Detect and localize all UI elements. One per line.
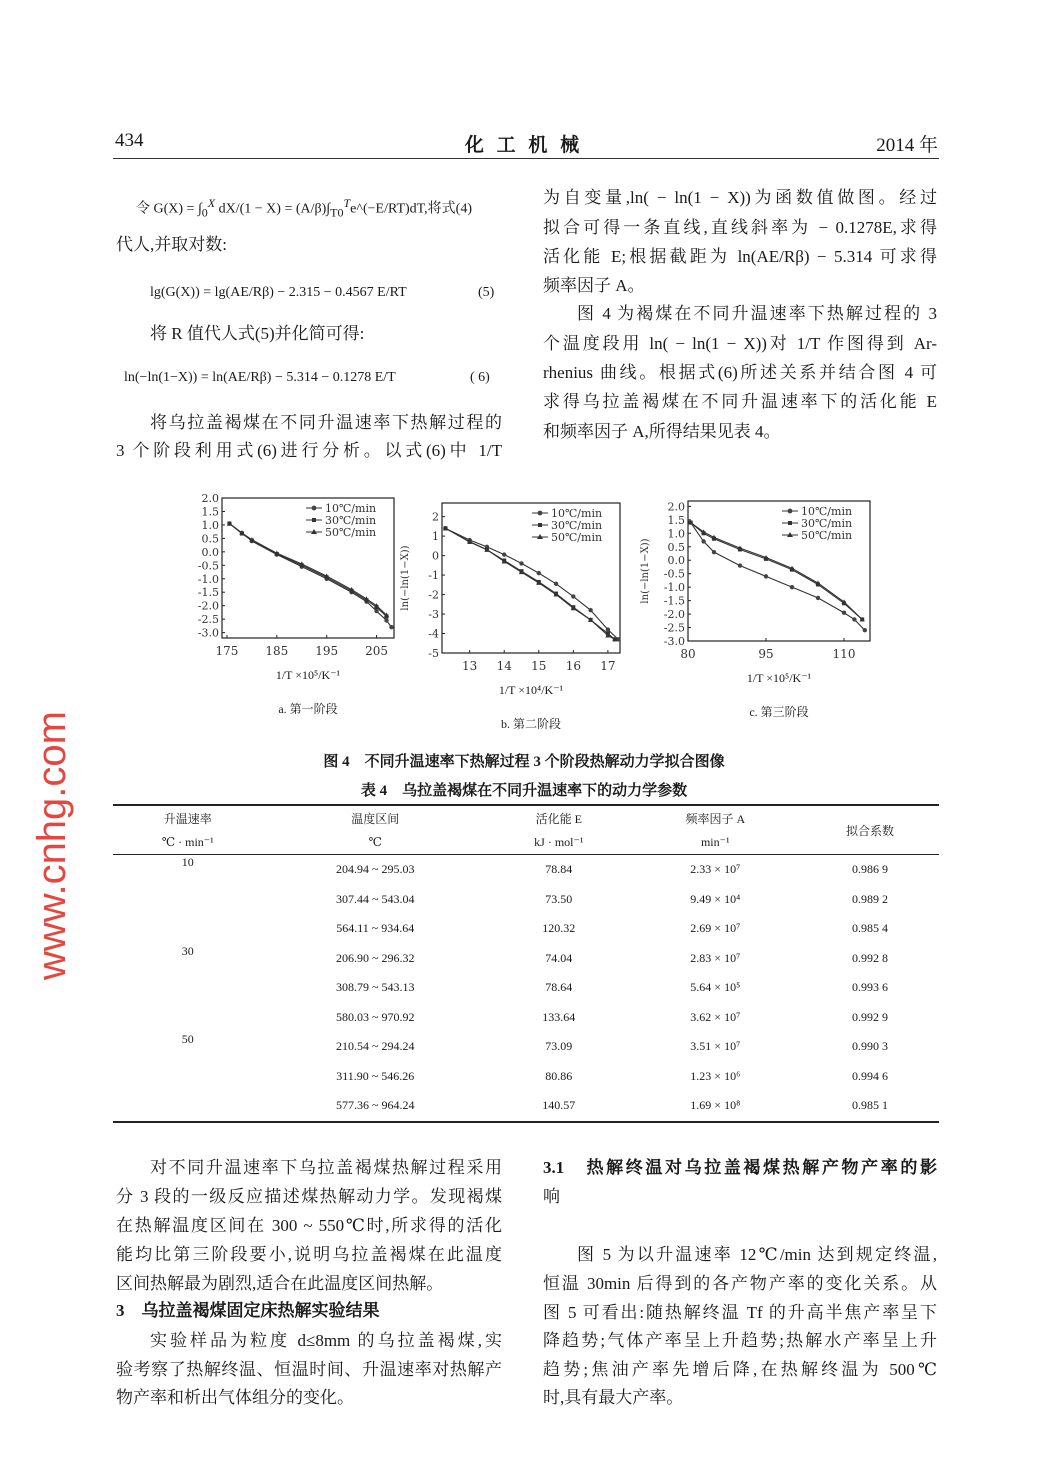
table-row xyxy=(113,914,939,944)
section-heading: 3 乌拉盖褐煤固定床热解实验结果 xyxy=(116,1301,380,1320)
x-tick-label: 80 xyxy=(680,647,696,661)
table-cell: 1.69 × 10⁸ xyxy=(690,1098,741,1113)
table-cell: 120.32 xyxy=(542,921,576,936)
table-cell: 133.64 xyxy=(542,1009,576,1024)
eq4-part: e^(−E/RT)dT,将式(4) xyxy=(350,201,473,217)
data-point xyxy=(606,627,610,631)
table-row xyxy=(113,944,939,974)
header-rule xyxy=(113,158,939,159)
data-point xyxy=(384,618,388,622)
x-axis-label: 1/T ×10⁵/K⁻¹ xyxy=(746,671,812,685)
table-cell: 2.33 × 10⁷ xyxy=(690,862,741,877)
watermark: www.cnhg.com xyxy=(30,711,74,980)
table-cell: 3.62 × 10⁷ xyxy=(690,1009,741,1024)
text-line: 图 5 为以升温速率 12℃/min 达到规定终温, xyxy=(577,1245,937,1264)
table-cell: 2.83 × 10⁷ xyxy=(690,950,741,965)
table-cell: 74.04 xyxy=(545,950,573,965)
y-tick-label: -3.0 xyxy=(197,626,219,640)
table-cell: 0.994 6 xyxy=(852,1068,888,1083)
data-point xyxy=(842,611,846,615)
table-cell: 0.992 9 xyxy=(852,1009,888,1024)
table-cell: 80.86 xyxy=(545,1068,573,1083)
y-tick-label: -2.5 xyxy=(663,621,685,635)
text-line: 求得乌拉盖褐煤在不同升温速率下的活化能 E xyxy=(543,392,937,411)
y-tick-label: -2.5 xyxy=(197,613,219,627)
data-point xyxy=(389,625,393,629)
y-tick-label: -1.5 xyxy=(197,586,219,600)
table-row xyxy=(113,1032,939,1062)
table-cell: 0.993 6 xyxy=(852,980,888,995)
legend-marker xyxy=(312,506,317,511)
text-line: 趋势;焦油产率先增后降,在热解终温为 500℃ xyxy=(543,1360,937,1379)
page-number: 434 xyxy=(115,130,144,151)
table-cell: 30 xyxy=(181,943,194,958)
text-line: 能均比第三阶段要小,说明乌拉盖褐煤在此温度 xyxy=(116,1245,502,1264)
table-cell: 308.79 ~ 543.13 xyxy=(336,980,415,995)
text-line: 分 3 段的一级反应描述煤热解动力学。发现褐煤 xyxy=(116,1187,502,1206)
x-tick-label: 185 xyxy=(265,644,289,658)
text-line: 和频率因子 A,所得结果见表 4。 xyxy=(543,422,781,441)
x-tick-label: 15 xyxy=(531,659,547,673)
subfigure-caption: c. 第三阶段 xyxy=(749,705,809,719)
subfigure-caption: b. 第二阶段 xyxy=(500,717,561,731)
data-point xyxy=(588,608,592,612)
x-tick-label: 17 xyxy=(600,659,616,673)
equation-6: ln(−ln(1−X)) = ln(AE/Rβ) − 5.314 − 0.1278 E/T xyxy=(124,370,396,385)
table-row xyxy=(113,1003,939,1033)
y-tick-label: -1.5 xyxy=(663,594,685,608)
table-cell xyxy=(113,1062,262,1092)
data-point xyxy=(537,571,541,575)
table-cell: 204.94 ~ 295.03 xyxy=(336,862,415,877)
table-row xyxy=(113,855,939,885)
legend-label: 30℃/min xyxy=(801,517,853,530)
y-tick-label: 1.0 xyxy=(201,518,219,532)
y-tick-label: 1 xyxy=(432,530,439,544)
section-heading: 3.1 热解终温对乌拉盖褐煤热解产物产率的影 xyxy=(543,1158,937,1177)
text-line: 实验样品为粒度 d≤8mm 的乌拉盖褐煤,实 xyxy=(150,1331,502,1350)
text-line: rhenius 曲线。根据式(6)所述关系并结合图 4 可 xyxy=(543,363,937,382)
column-header: min⁻¹ xyxy=(700,834,730,849)
legend-label: 10℃/min xyxy=(551,507,603,520)
kinetic-parameters-table xyxy=(113,804,939,1123)
legend-label: 50℃/min xyxy=(325,526,377,539)
text-line: 代人,并取对数: xyxy=(116,235,227,254)
text-line: 频率因子 A。 xyxy=(543,276,645,295)
text-line: 对不同升温速率下乌拉盖褐煤热解过程采用 xyxy=(150,1158,502,1177)
text-line: 物产率和析出气体组分的变化。 xyxy=(116,1388,354,1407)
x-tick-label: 195 xyxy=(315,644,339,658)
table-cell: 0.985 1 xyxy=(852,1098,888,1113)
table-cell: 5.64 × 10⁵ xyxy=(690,980,741,995)
text-line: 个温度段用 ln( − ln(1 − X))对 1/T 作图得到 Ar- xyxy=(543,334,937,353)
legend-marker xyxy=(788,509,793,514)
table-cell: 10 xyxy=(181,855,194,869)
text-line: 区间热解最为剧烈,适合在此温度区间热解。 xyxy=(116,1274,444,1293)
table-cell: 580.03 ~ 970.92 xyxy=(336,1009,415,1024)
text-line: 图 4 为褐煤在不同升温速率下热解过程的 3 xyxy=(577,304,937,323)
legend-label: 50℃/min xyxy=(801,529,853,542)
data-point xyxy=(554,582,558,586)
data-point xyxy=(863,628,867,632)
legend-label: 30℃/min xyxy=(551,519,603,532)
data-point xyxy=(712,550,716,554)
column-header: 活化能 E xyxy=(535,811,582,826)
y-tick-label: 2.0 xyxy=(667,500,685,514)
table-cell: 50 xyxy=(181,1032,194,1046)
data-point xyxy=(701,539,705,543)
legend-label: 50℃/min xyxy=(551,531,603,544)
series-line xyxy=(445,528,614,639)
y-tick-label: -1 xyxy=(428,569,439,583)
y-tick-label: -2.0 xyxy=(197,599,219,613)
table-cell: 206.90 ~ 296.32 xyxy=(336,950,415,965)
y-tick-label: 1.5 xyxy=(667,513,685,527)
table-cell: 3.51 × 10⁷ xyxy=(690,1039,741,1054)
y-tick-label: -2.0 xyxy=(663,608,685,622)
table-cell: 0.992 8 xyxy=(852,950,888,965)
series-line xyxy=(445,528,614,639)
x-tick-label: 13 xyxy=(462,659,478,673)
data-point xyxy=(816,596,820,600)
legend-label: 10℃/min xyxy=(325,502,377,515)
text-line: 活化能 E;根据截距为 ln(AE/Rβ) − 5.314 可求得 xyxy=(543,247,937,266)
legend-marker xyxy=(538,523,542,527)
y-tick-label: 1.0 xyxy=(667,527,685,541)
x-tick-label: 14 xyxy=(496,659,512,673)
eq4-part: dX/(1 − X) = (A/β)∫ xyxy=(218,201,331,217)
table-cell: 0.986 9 xyxy=(852,862,888,877)
subfigure-caption: a. 第一阶段 xyxy=(278,702,338,716)
table-title: 表 4 乌拉盖褐煤在不同升温速率下的动力学参数 xyxy=(360,783,688,799)
table-row xyxy=(113,973,939,1003)
data-point xyxy=(852,617,856,621)
table-cell xyxy=(113,973,262,1003)
table-row xyxy=(113,1062,939,1092)
column-header: kJ · mol⁻¹ xyxy=(534,834,584,849)
y-tick-label: -0.5 xyxy=(663,567,685,581)
table-cell xyxy=(113,914,262,944)
data-point xyxy=(502,552,506,556)
eq4-part: 令 G(X) = ∫ xyxy=(136,201,202,217)
series-line xyxy=(445,528,618,639)
column-header: 温度区间 xyxy=(351,811,400,826)
table-cell: 73.50 xyxy=(545,891,573,906)
table-row xyxy=(113,885,939,915)
table-cell: 78.84 xyxy=(545,862,573,877)
column-header: 拟合系数 xyxy=(845,823,894,838)
y-tick-label: 0 xyxy=(432,549,439,563)
text-line: 在热解温度区间在 300 ~ 550℃时,所求得的活化 xyxy=(116,1216,502,1235)
table-cell: 307.44 ~ 543.04 xyxy=(336,891,415,906)
x-axis-label: 1/T ×10⁴/K⁻¹ xyxy=(498,683,564,697)
chart-1 xyxy=(400,495,630,683)
text-line: 图 5 可看出:随热解终温 Tf 的升高半焦产率呈下 xyxy=(543,1303,937,1322)
table-cell: 1.23 × 10⁶ xyxy=(690,1068,741,1083)
text-line: 恒温 30min 后得到的各产物产率的变化关系。从 xyxy=(543,1274,937,1293)
table-cell: 577.36 ~ 964.24 xyxy=(336,1098,415,1113)
y-tick-label: 0.0 xyxy=(201,545,219,559)
legend-label: 10℃/min xyxy=(801,505,853,518)
x-tick-label: 110 xyxy=(832,647,856,661)
y-tick-label: 2 xyxy=(432,510,439,524)
chart-0 xyxy=(190,490,404,668)
text-line: 将乌拉盖褐煤在不同升温速率下热解过程的 xyxy=(150,413,502,432)
table-cell: 140.57 xyxy=(542,1098,576,1113)
table-cell: 73.09 xyxy=(545,1039,573,1054)
y-tick-label: -1.0 xyxy=(663,581,685,595)
table-cell: 9.49 × 10⁴ xyxy=(690,891,741,906)
equation-5: lg(G(X)) = lg(AE/Rβ) − 2.315 − 0.4567 E/RT xyxy=(150,285,407,300)
table-cell xyxy=(113,1003,262,1033)
y-axis-label: ln(−ln(1−X)) xyxy=(640,538,651,604)
column-header: ℃ xyxy=(368,834,382,849)
y-tick-label: -5 xyxy=(428,647,439,660)
chart-2 xyxy=(640,495,880,671)
figure-caption: 图 4 不同升温速率下热解过程 3 个阶段热解动力学拟合图像 xyxy=(323,754,725,770)
journal-name: 化 工 机 械 xyxy=(464,135,584,156)
text-line: 验考察了热解终温、恒温时间、升温速率对热解产 xyxy=(116,1360,502,1379)
y-tick-label: 1.5 xyxy=(201,505,219,519)
table-cell xyxy=(113,885,262,915)
table-cell: 564.11 ~ 934.64 xyxy=(336,921,415,936)
y-tick-label: 2.0 xyxy=(201,492,219,505)
x-tick-label: 95 xyxy=(758,647,774,661)
legend-label: 30℃/min xyxy=(325,514,377,527)
data-point xyxy=(738,563,742,567)
y-axis-label: ln(−ln(1−X)) xyxy=(400,545,411,611)
data-point xyxy=(571,594,575,598)
text-line: 时,具有最大产率。 xyxy=(543,1388,684,1407)
x-tick-label: 205 xyxy=(365,644,389,658)
y-tick-label: -2 xyxy=(428,588,439,602)
text-line: 为自变量,ln( − ln(1 − X))为函数值做图。经过 xyxy=(543,188,937,207)
table-cell: 311.90 ~ 546.26 xyxy=(336,1068,415,1083)
text-line: 响 xyxy=(543,1187,560,1206)
table-row xyxy=(113,1091,939,1122)
y-tick-label: 0.5 xyxy=(201,532,219,546)
equation-6-number: ( 6) xyxy=(470,370,490,385)
data-point xyxy=(374,609,378,613)
year: 2014 年 xyxy=(876,135,938,156)
y-tick-label: -0.5 xyxy=(197,559,219,573)
table-cell: 0.989 2 xyxy=(852,891,888,906)
text-line: 拟合可得一条直线,直线斜率为 − 0.1278E,求得 xyxy=(543,218,937,237)
table-cell: 2.69 × 10⁷ xyxy=(690,921,741,936)
legend-marker xyxy=(312,518,316,522)
y-tick-label: -3 xyxy=(428,608,439,622)
legend-marker xyxy=(788,521,792,525)
y-tick-label: -1.0 xyxy=(197,572,219,586)
text-line: 将 R 值代人式(5)并化简可得: xyxy=(150,324,365,343)
y-tick-label: -3.0 xyxy=(663,635,685,648)
equation-5-number: (5) xyxy=(478,285,495,300)
y-tick-label: 0.0 xyxy=(667,554,685,568)
equation-4: 令 $G(X) = \int_0^X$ $dX/(1 - X) = (A/\beta)\int_{T0}^Te\^{}(-E/RT)dT$,将式(4) xyxy=(136,196,473,220)
data-point xyxy=(519,561,523,565)
text-line: 3 个阶段利用式(6)进行分析。以式(6)中 1/T xyxy=(116,441,502,460)
legend-marker xyxy=(538,511,543,516)
x-tick-label: 175 xyxy=(215,644,239,658)
table-cell: 0.990 3 xyxy=(852,1039,888,1054)
data-point xyxy=(764,574,768,578)
data-point xyxy=(790,585,794,589)
text-line: 降趋势;气体产率呈上升趋势;热解水产率呈上升 xyxy=(543,1331,937,1350)
x-axis-label: 1/T ×10⁵/K⁻¹ xyxy=(275,668,341,682)
table-cell: 210.54 ~ 294.24 xyxy=(336,1039,415,1054)
table-cell xyxy=(113,1091,262,1122)
table-cell: 78.64 xyxy=(545,980,573,995)
y-tick-label: 0.5 xyxy=(667,540,685,554)
x-tick-label: 16 xyxy=(565,659,581,673)
column-header: 频率因子 A xyxy=(685,811,746,826)
table-cell: 0.985 4 xyxy=(852,921,888,936)
column-header: 升温速率 xyxy=(163,811,212,826)
y-tick-label: -4 xyxy=(428,627,439,641)
column-header: ℃ · min⁻¹ xyxy=(161,834,214,849)
